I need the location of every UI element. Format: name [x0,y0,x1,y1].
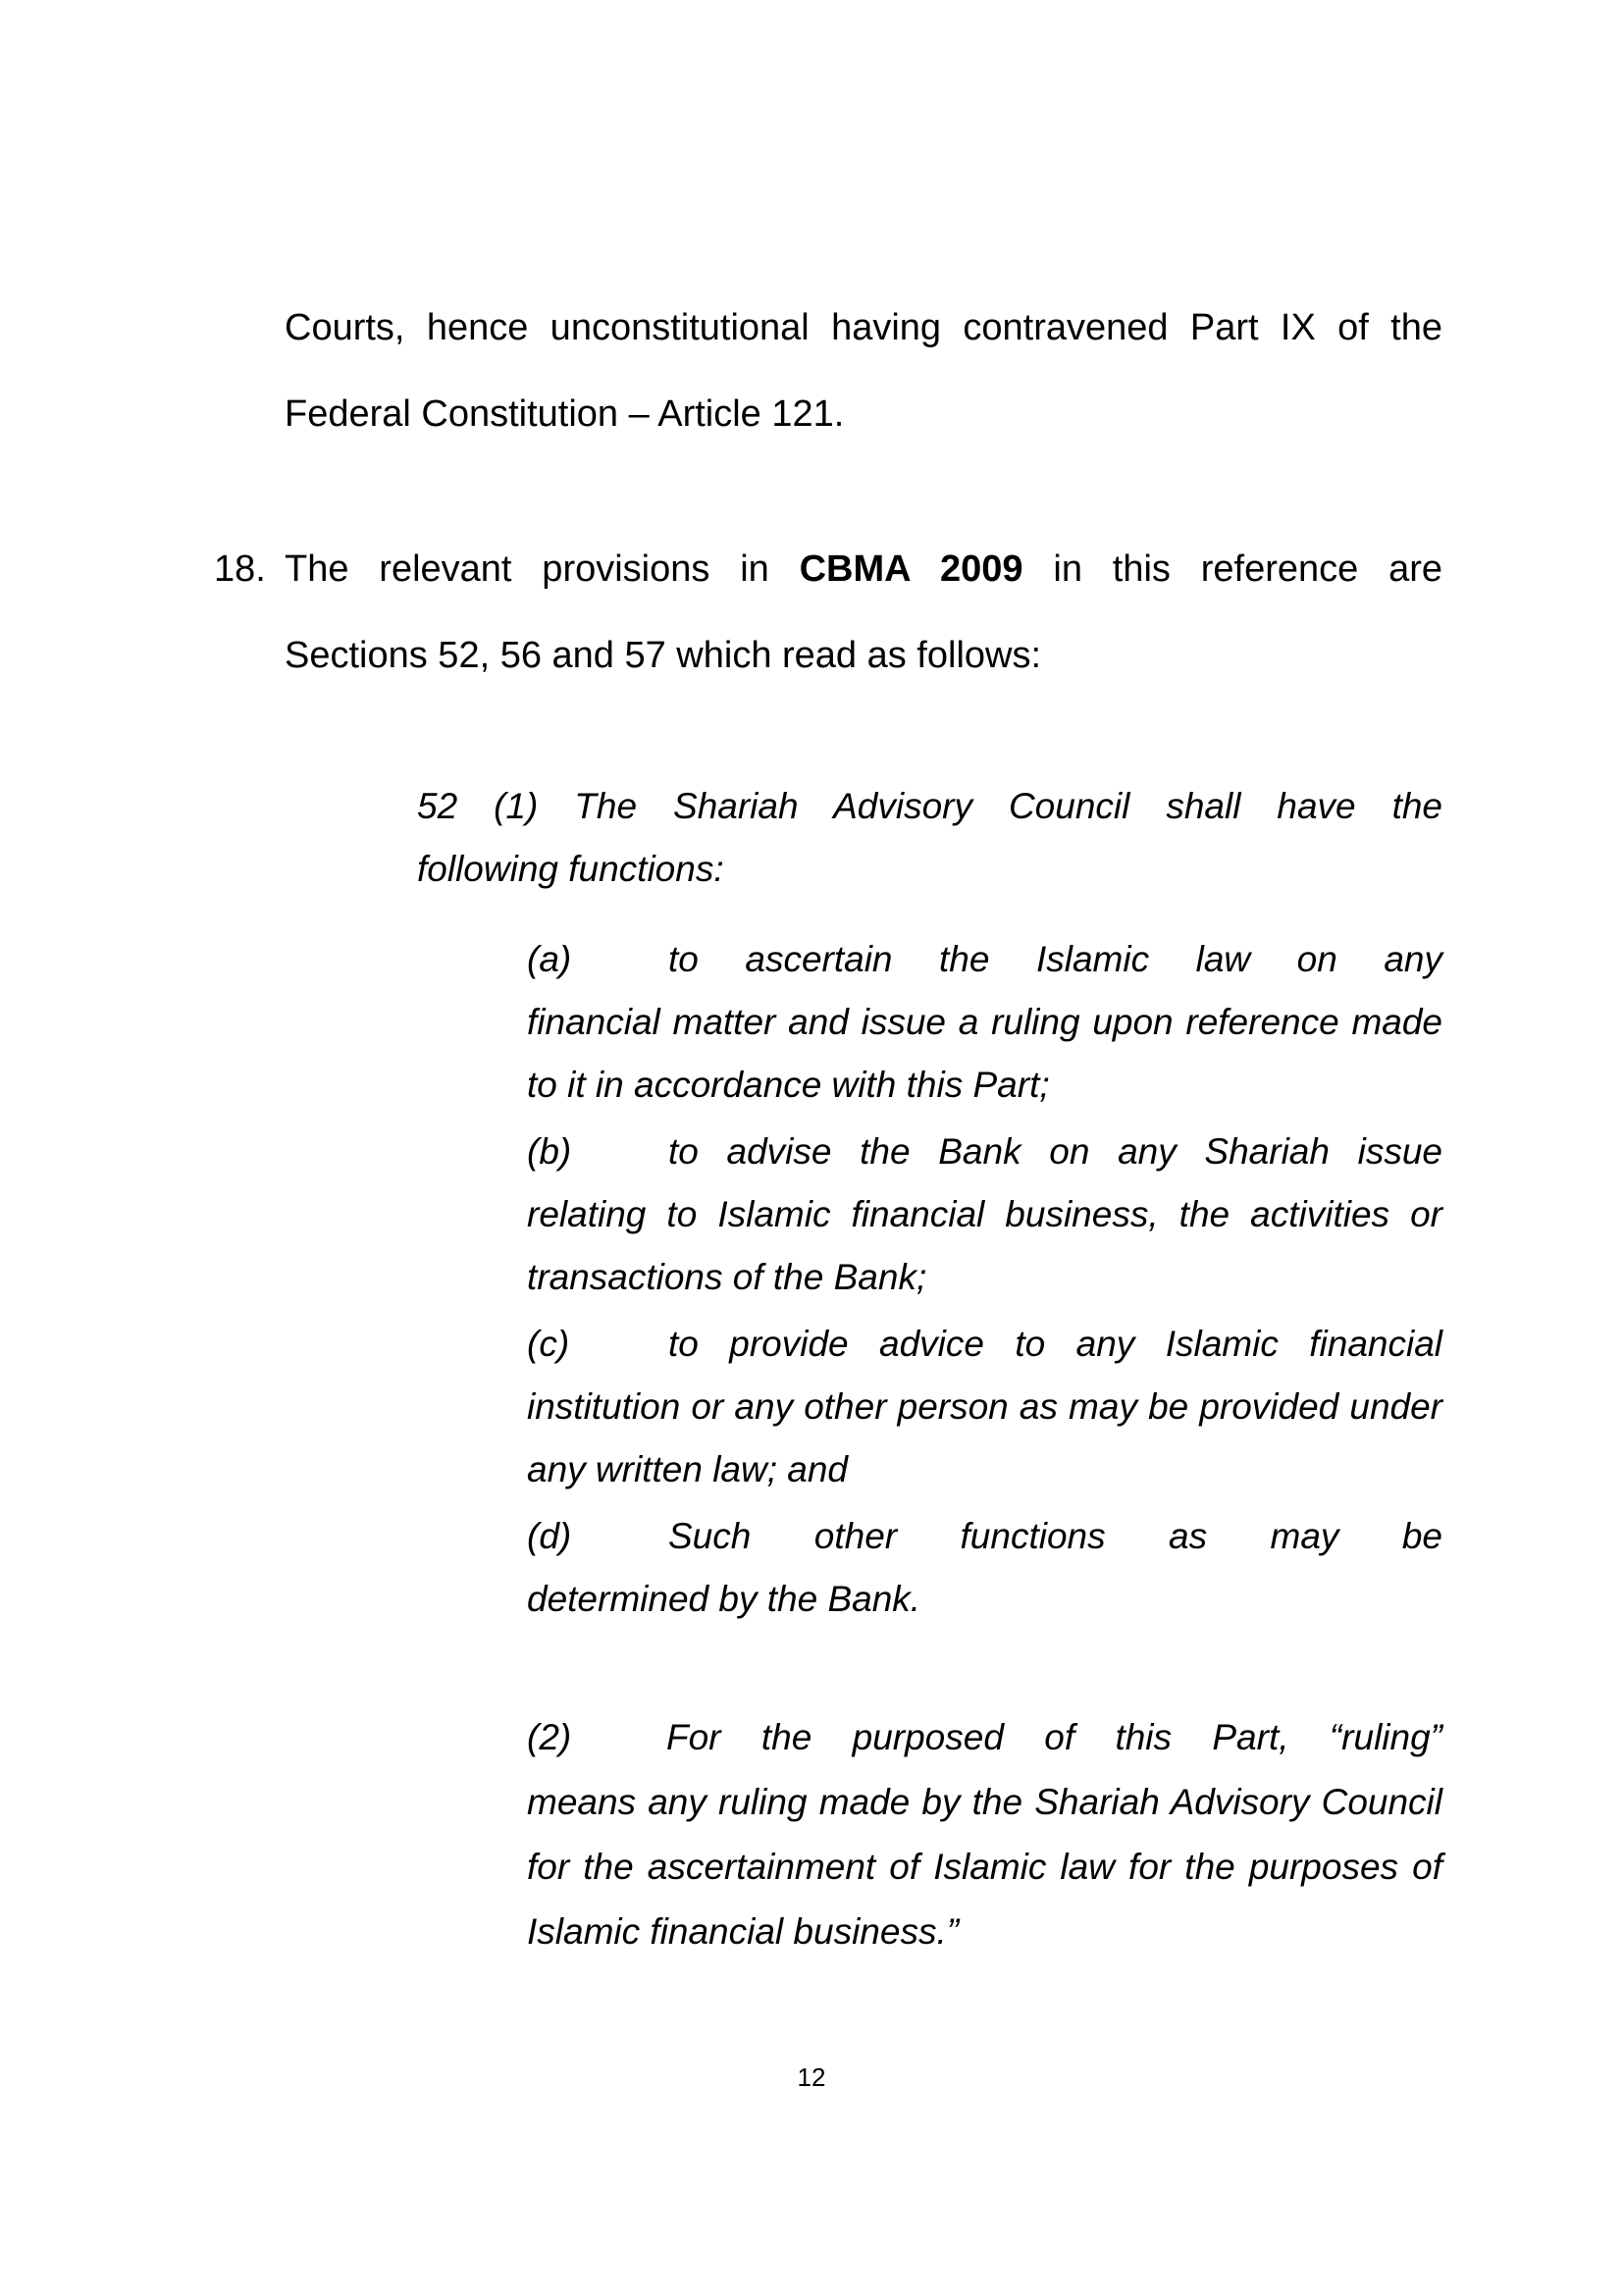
item-b-rest: relating to Islamic financial business, the activities or transactions of the Bank; [527,1194,1442,1297]
item-c-lead: to provide advice to any Islamic financial [668,1324,1442,1364]
subsection-2-rest: means any ruling made by the Shariah Advisory Council for the ascertainment of Islamic law for the purposes of Islamic financial business.” [527,1782,1442,1952]
continuation-line-2: Federal Constitution – Article 121. [285,393,845,435]
quote-section-52 [417,775,1442,901]
item-label: (c) [527,1324,570,1364]
item-d-rest: determined by the Bank. [527,1579,921,1619]
item-label: (b) [527,1131,572,1172]
item-b-first-line [527,1121,1442,1183]
subsection-2-label: (2) [527,1717,572,1757]
item-a-first-line [527,928,1442,991]
item-a-rest: financial matter and issue a ruling upon reference made to it in accordance with this Part; [527,1002,1442,1105]
item-d-lead: Such other functions as may be [668,1516,1442,1556]
list-item [527,1505,1442,1631]
continuation-paragraph [285,285,1442,457]
list-item [527,1313,1442,1501]
paragraph-18-line-1 [285,526,1442,612]
item-b-lead: to advise the Bank on any Shariah issue [668,1131,1442,1172]
section-52-line-2: following functions: [417,849,724,889]
continuation-line-1: Courts, hence unconstitutional having contravened Part IX of the [285,307,1442,348]
subsection-2-lead: For the purposed of this Part, “ruling” [666,1717,1442,1757]
item-d-first-line [527,1505,1442,1568]
paragraph-number: 18. [214,548,266,590]
list-item [527,1121,1442,1309]
item-c-rest: institution or any other person as may be provided under any written law; and [527,1386,1442,1489]
quote-subsection-2 [527,1705,1442,1964]
section-52-line-1: 52 (1) The Shariah Advisory Council shall have the [417,786,1442,826]
page-number: 12 [797,2062,826,2092]
paragraph-18-line-2: Sections 52, 56 and 57 which read as follows: [285,635,1042,676]
paragraph-18-text-after: in this reference are [1053,548,1443,590]
item-label: (a) [527,939,572,979]
subsection-2-first-line [527,1705,1442,1770]
item-label: (d) [527,1516,572,1556]
item-c-first-line [527,1313,1442,1376]
functions-list [527,928,1442,1635]
list-item [527,928,1442,1117]
act-name: CBMA 2009 [799,548,1023,590]
paragraph-18-text-before: The relevant provisions in [285,548,769,590]
paragraph-18 [285,526,1442,699]
item-a-lead: to ascertain the Islamic law on any [668,939,1442,979]
